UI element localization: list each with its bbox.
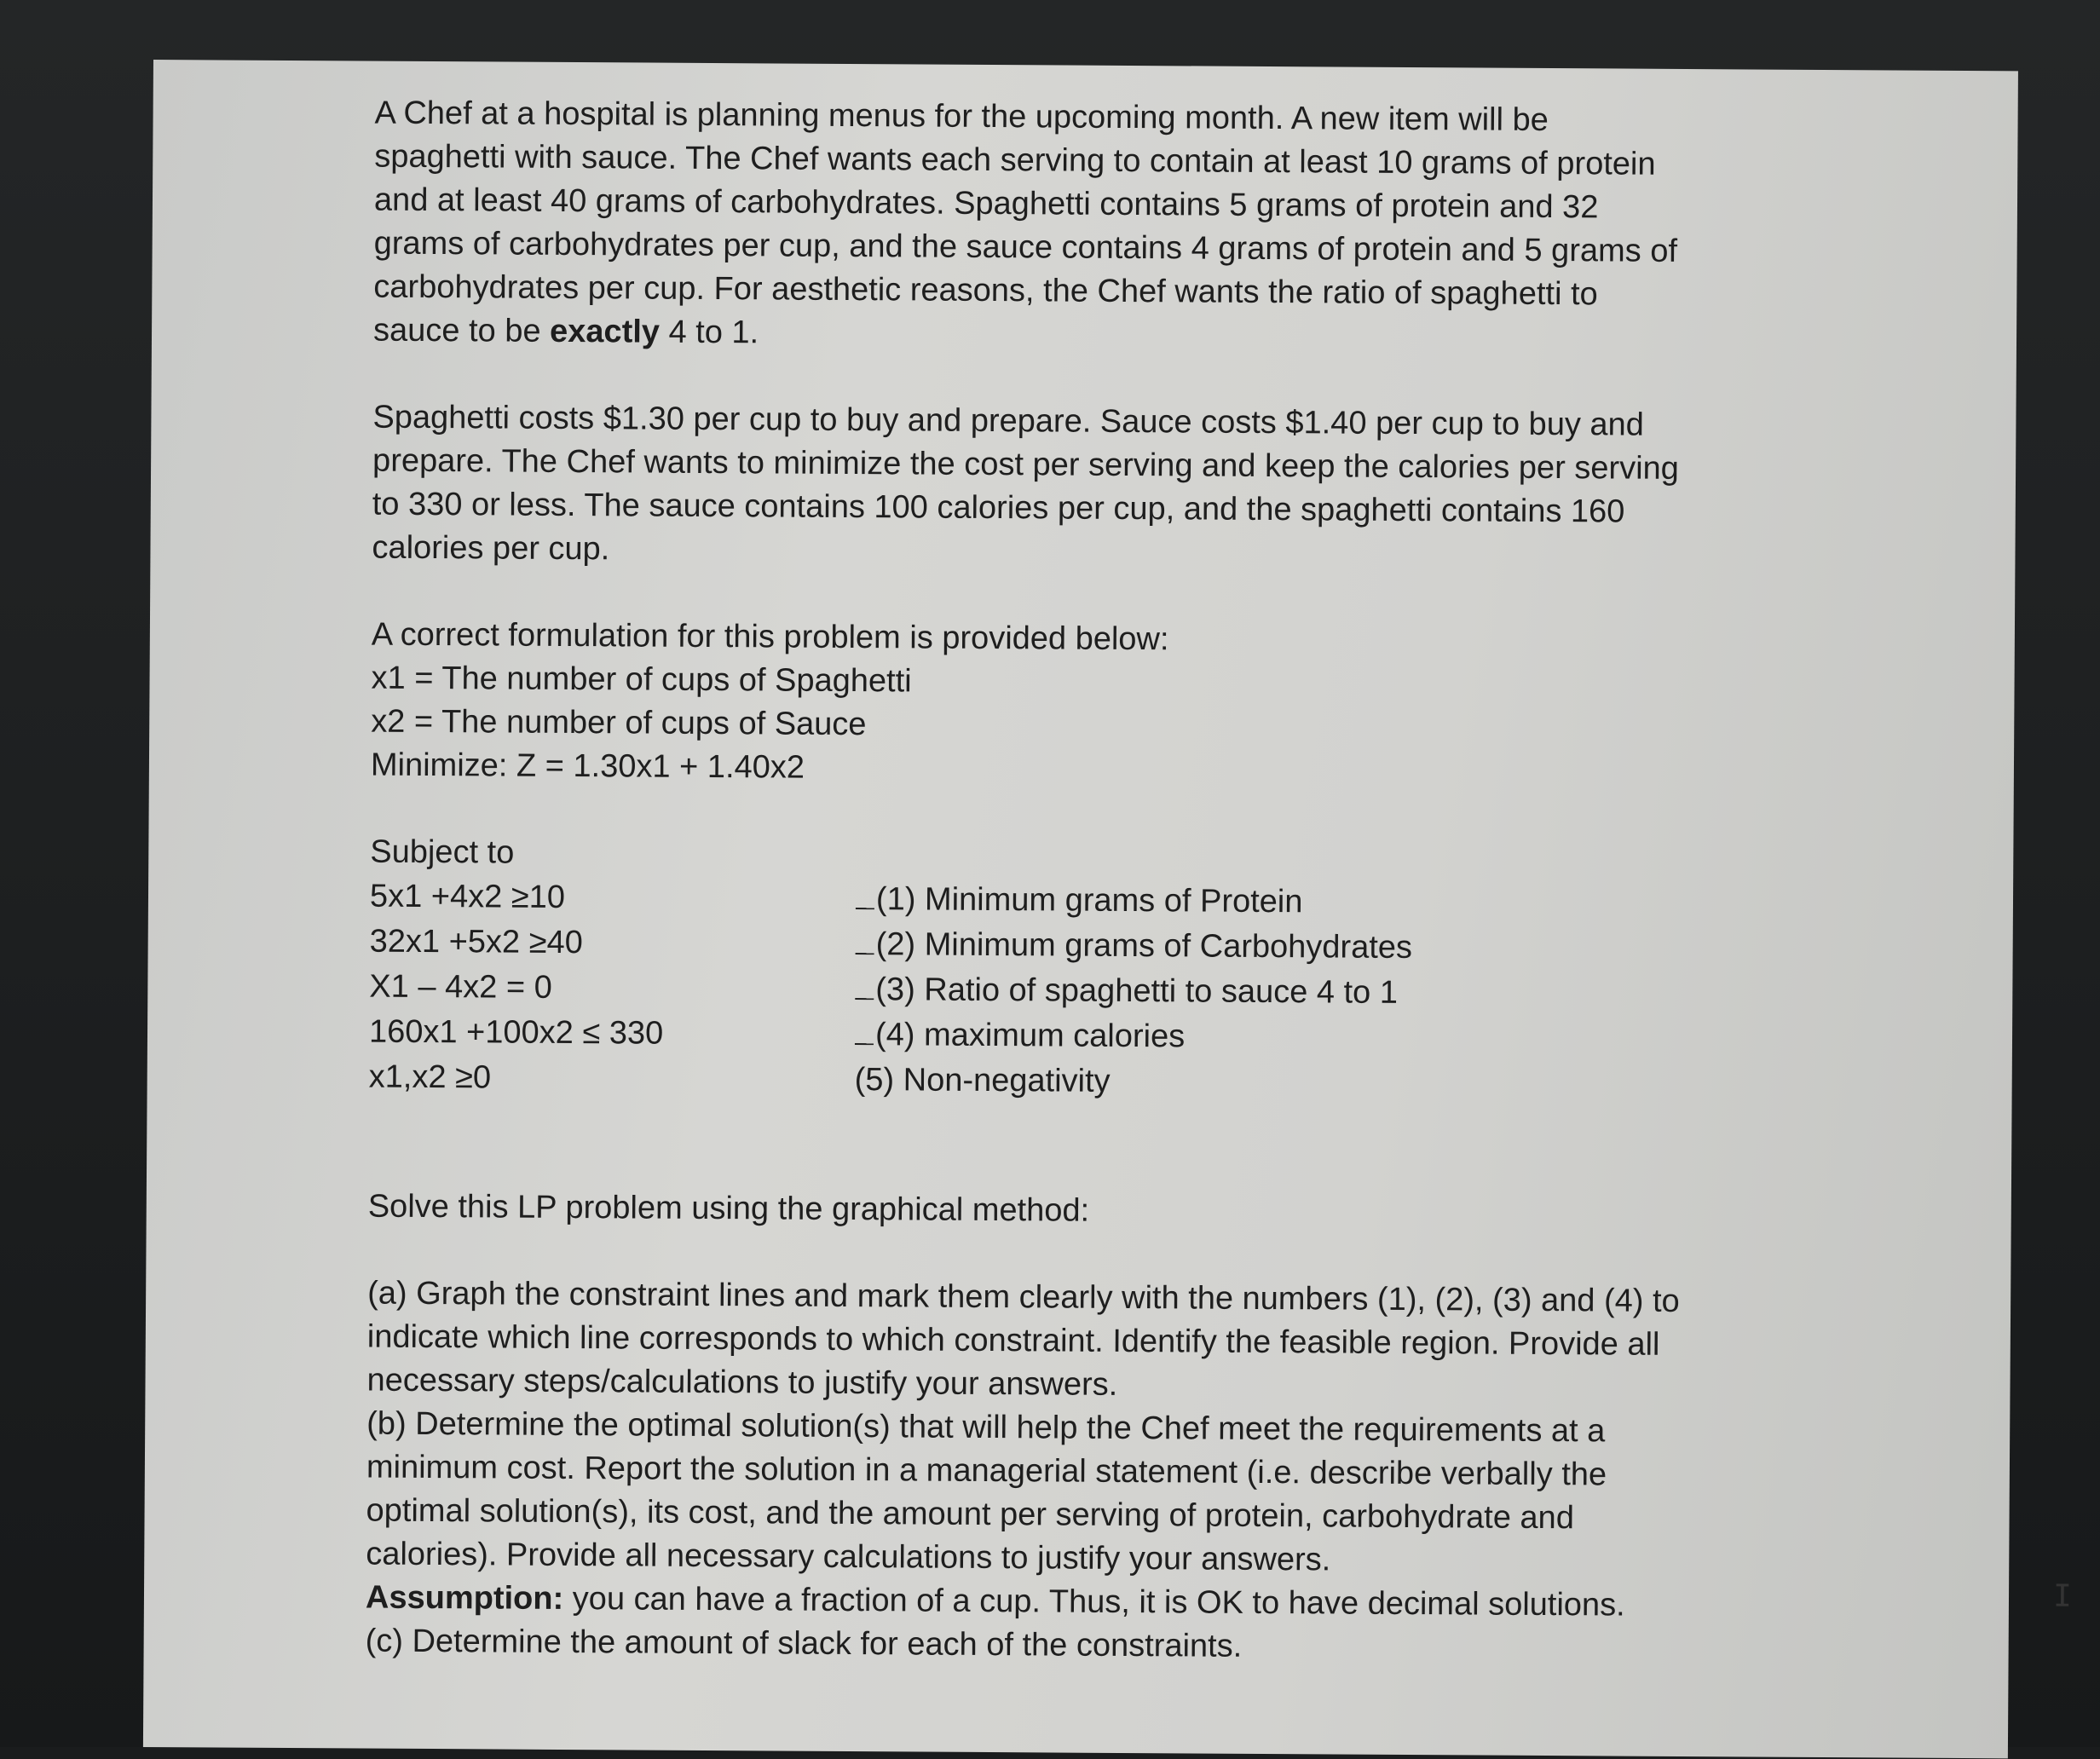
intro-line: spaghetti with sauce. The Chef wants each serving to contain at least 10 grams of protein (374, 138, 1656, 182)
subject-to-heading: Subject to (370, 833, 515, 871)
constraint-label: (2) Minimum grams of Carbohydrates (875, 926, 1413, 966)
tasks-block (366, 1272, 1783, 1672)
intro-last-pre: sauce to be (372, 312, 551, 349)
part-a-line: indicate which line corresponds to which constraint. Identify the feasible region. Provide all (366, 1318, 1660, 1363)
part-b-line: optimal solution(s), its cost, and the amount per serving of protein, carbohydrate and (366, 1492, 1575, 1537)
part-a-line: necessary steps/calculations to justify your answers. (366, 1362, 1118, 1403)
constraint-blank-line (855, 998, 874, 1000)
cost-paragraph (372, 396, 1787, 579)
assumption-label: Assumption: (365, 1579, 564, 1617)
constraint-label-wrap (856, 923, 1785, 972)
constraint-label-wrap (855, 968, 1784, 1018)
part-b-line: minimum cost. Report the solution in a managerial statement (i.e. describe verbally the (366, 1449, 1607, 1493)
formulation-intro: A correct formulation for this problem is provided below: (371, 616, 1169, 658)
constraint-blank-line (856, 908, 874, 909)
constraint-expression: 32x1 +5x2 ≥40 (369, 923, 583, 961)
cost-line: Spaghetti costs $1.30 per cup to buy and prepare. Sauce costs $1.40 per cup to buy and (372, 399, 1644, 443)
solve-heading: Solve this LP problem using the graphical method: (367, 1188, 1090, 1229)
formulation-block (371, 614, 1786, 796)
constraint-label-wrap (855, 1013, 1784, 1063)
constraint-label: (3) Ratio of spaghetti to sauce 4 to 1 (875, 972, 1399, 1011)
constraint-blank-line (855, 1043, 874, 1045)
intro-last-post: 4 to 1. (659, 314, 759, 351)
constraint-expression: x1,x2 ≥0 (368, 1058, 492, 1096)
document-screen (143, 60, 2072, 1758)
intro-line: and at least 40 grams of carbohydrates. Spaghetti contains 5 grams of protein and 32 (373, 182, 1599, 226)
constraint-blank-line (856, 953, 874, 954)
constraint-label: (1) Minimum grams of Protein (875, 881, 1303, 920)
part-c-line: (c) Determine the amount of slack for each of the constraints. (365, 1623, 1243, 1664)
part-b-line: calories). Provide all necessary calculations to justify your answers. (366, 1536, 1331, 1578)
variable-x2: x2 = The number of cups of Sauce (371, 703, 867, 743)
intro-line: carbohydrates per cup. For aesthetic reasons, the Chef wants the ratio of spaghetti to (373, 268, 1598, 313)
assumption-text: you can have a fraction of a cup. Thus, it is OK to have decimal solutions. (563, 1580, 1625, 1623)
cost-line: calories per cup. (372, 529, 610, 568)
cost-line: to 330 or less. The sauce contains 100 calories per cup, and the spaghetti contains 160 (372, 486, 1625, 530)
constraint-label: (4) maximum calories (874, 1017, 1186, 1055)
text-cursor-icon: I (2052, 1578, 2072, 1614)
constraints-block (369, 831, 1786, 1109)
part-b-line: (b) Determine the optimal solution(s) that will help the Chef meet the requirements at a (366, 1405, 1606, 1450)
spacer (368, 1100, 1784, 1194)
constraint-label-wrap (856, 878, 1785, 927)
document-page (366, 92, 1790, 1672)
constraint-label-wrap (855, 1058, 1784, 1108)
constraint-expression: 160x1 +100x2 ≤ 330 (368, 1013, 664, 1052)
constraint-expression: X1 – 4x2 = 0 (369, 968, 552, 1006)
constraint-label: (5) Non-negativity (854, 1062, 1111, 1099)
intro-paragraph (373, 92, 1790, 361)
intro-line: A Chef at a hospital is planning menus for the upcoming month. A new item will be (374, 95, 1549, 138)
intro-line-last (373, 309, 1788, 361)
intro-line: grams of carbohydrates per cup, and the sauce contains 4 grams of protein and 5 grams of (373, 225, 1678, 269)
intro-last-bold: exactly (549, 313, 661, 350)
constraint-expression: 5x1 +4x2 ≥10 (369, 878, 566, 915)
part-a-line: (a) Graph the constraint lines and mark them clearly with the numbers (1), (2), (3) and (4) to (367, 1275, 1680, 1319)
variable-x1: x1 = The number of cups of Spaghetti (371, 660, 912, 700)
cost-line: prepare. The Chef wants to minimize the cost per serving and keep the calories per serving (372, 442, 1679, 487)
objective-function: Minimize: Z = 1.30x1 + 1.40x2 (370, 747, 805, 786)
